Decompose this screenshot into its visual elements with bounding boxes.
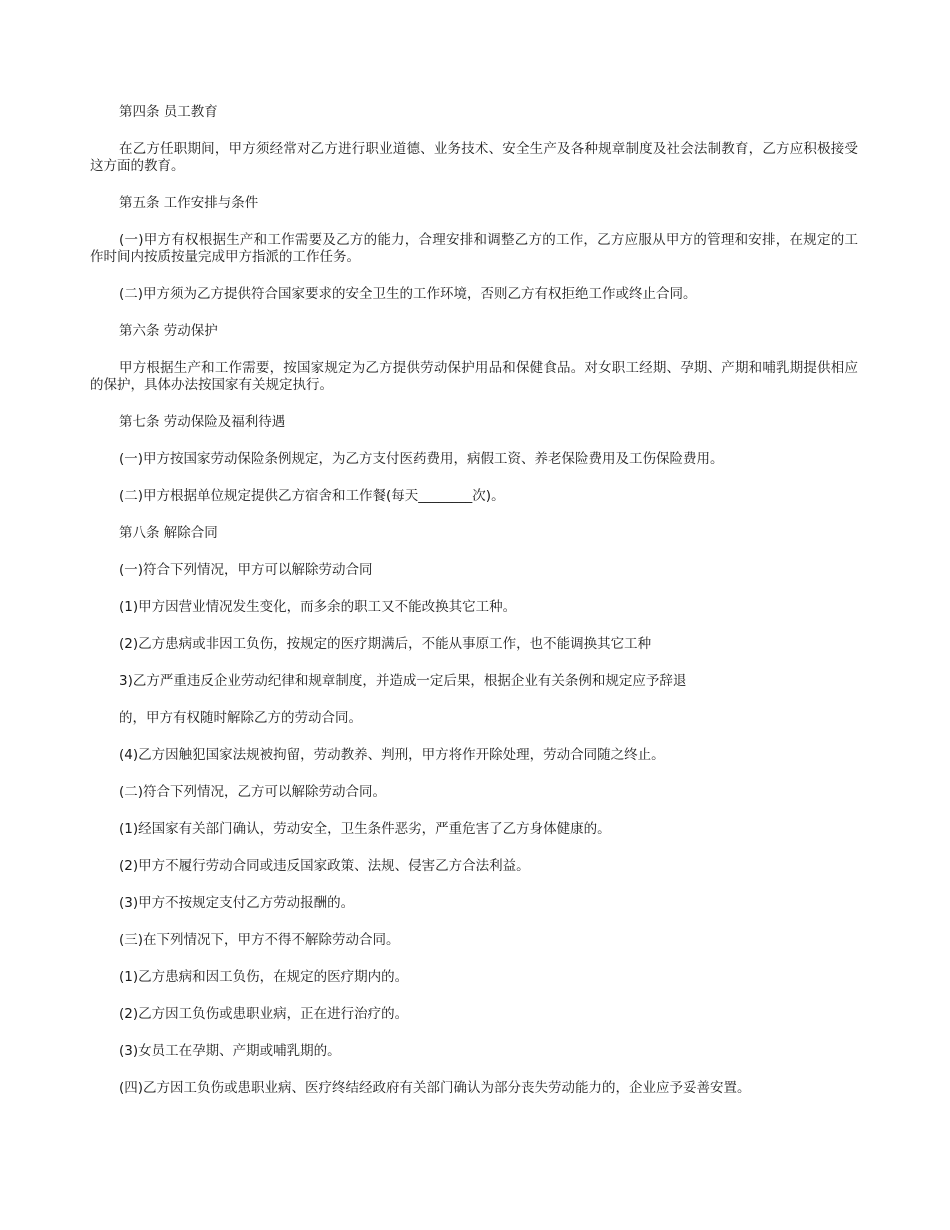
article-8-section-2: (二)符合下列情况，乙方可以解除劳动合同。 [119, 784, 387, 800]
article-8-section-2-item-3: (3)甲方不按规定支付乙方劳动报酬的。 [119, 895, 355, 911]
article-8-section-3-item-2: (2)乙方因工负伤或患职业病，正在进行治疗的。 [119, 1006, 409, 1022]
article-8-section-3-item-3: (3)女员工在孕期、产期或哺乳期的。 [119, 1043, 341, 1059]
article-8-section-1-item-1: (1)甲方因营业情况发生变化，而多余的职工又不能改换其它工种。 [119, 599, 517, 615]
article-8-section-4: (四)乙方因工负伤或患职业病、医疗终结经政府有关部门确认为部分丧失劳动能力的，企业应予妥善安置。 [119, 1080, 751, 1096]
article-6-body: 甲方根据生产和工作需要，按国家规定为乙方提供劳动保护用品和保健食品。对女职工经期、孕期、产期和哺乳期提供相应的保护，具体办法按国家有关规定执行。 [90, 360, 858, 393]
article-7-clause-1: (一)甲方按国家劳动保险条例规定，为乙方支付医药费用，病假工资、养老保险费用及工伤保险费用。 [119, 451, 724, 467]
article-8-section-1-item-2: (2)乙方患病或非因工负伤，按规定的医疗期满后，不能从事原工作，也不能调换其它工种 [119, 636, 652, 652]
article-8-section-1-item-3: 3)乙方严重违反企业劳动纪律和规章制度，并造成一定后果，根据企业有关条例和规定应予辞退 [119, 673, 687, 689]
article-8-section-2-item-2: (2)甲方不履行劳动合同或违反国家政策、法规、侵害乙方合法利益。 [119, 858, 530, 874]
article-8-section-2-item-1: (1)经国家有关部门确认，劳动安全，卫生条件恶劣，严重危害了乙方身体健康的。 [119, 821, 611, 837]
article-8-section-1-item-4: (4)乙方因触犯国家法规被拘留，劳动教养、判刑，甲方将作开除处理，劳动合同随之终止。 [119, 747, 665, 763]
article-4-body: 在乙方任职期间，甲方须经常对乙方进行职业道德、业务技术、安全生产及各种规章制度及社会法制教育，乙方应积极接受这方面的教育。 [90, 141, 858, 174]
document-page [90, 104, 858, 1097]
article-8-section-3: (三)在下列情况下，甲方不得不解除劳动合同。 [119, 932, 400, 948]
article-4-heading: 第四条 员工教育 [119, 104, 218, 120]
article-5-clause-1: (一)甲方有权根据生产和工作需要及乙方的能力，合理安排和调整乙方的工作，乙方应服从甲方的管理和安排，在规定的工作时间内按质按量完成甲方指派的工作任务。 [90, 232, 858, 265]
article-5-heading: 第五条 工作安排与条件 [119, 195, 259, 211]
article-8-section-3-item-1: (1)乙方患病和因工负伤，在规定的医疗期内的。 [119, 969, 409, 985]
article-7-clause-2: (二)甲方根据单位规定提供乙方宿舍和工作餐(每天________次)。 [119, 488, 505, 504]
article-5-clause-2: (二)甲方须为乙方提供符合国家要求的安全卫生的工作环境，否则乙方有权拒绝工作或终止合同。 [119, 286, 697, 302]
article-8-heading: 第八条 解除合同 [119, 525, 218, 541]
article-8-section-1: (一)符合下列情况，甲方可以解除劳动合同 [119, 562, 373, 578]
article-6-heading: 第六条 劳动保护 [119, 323, 218, 339]
article-7-heading: 第七条 劳动保险及福利待遇 [119, 414, 286, 430]
article-8-section-1-item-3-cont: 的，甲方有权随时解除乙方的劳动合同。 [119, 710, 362, 726]
